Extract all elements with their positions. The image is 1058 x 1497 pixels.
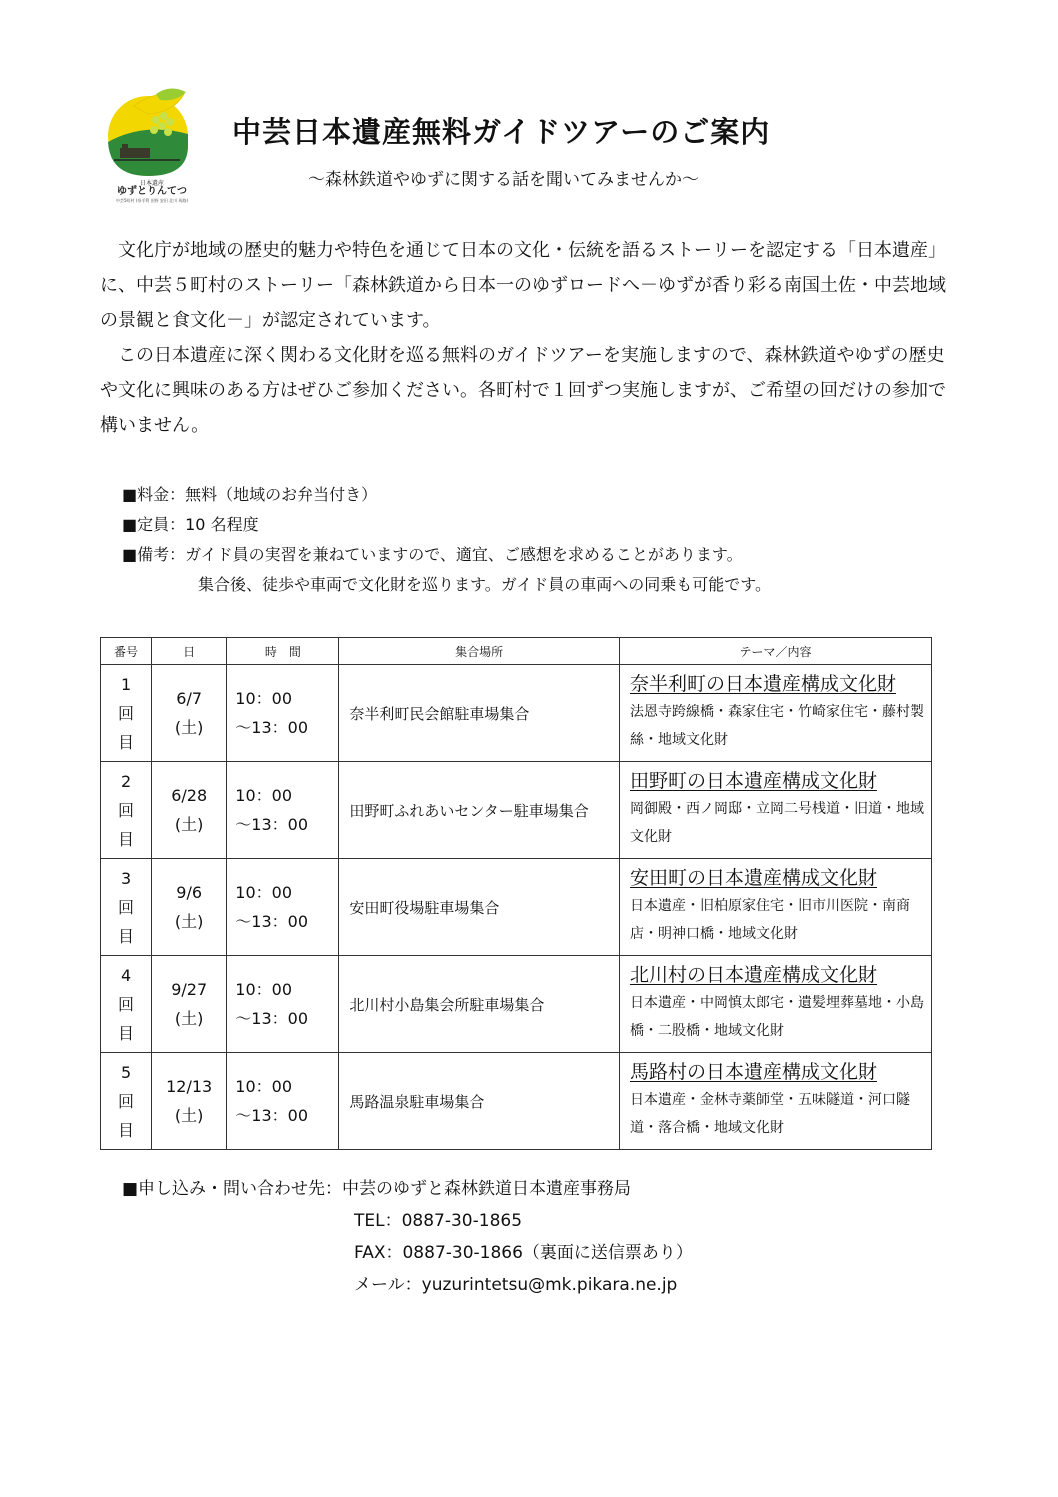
row-theme (620, 762, 932, 859)
row-number-me: 目 (118, 1120, 135, 1140)
row-date-dow: (土) (174, 718, 204, 737)
row-theme-title: 馬路村の日本遺産構成文化財 (630, 1061, 878, 1084)
row-place: 馬路温泉駐車場集合 (339, 1053, 620, 1150)
row-number (101, 762, 152, 859)
table-row (101, 859, 932, 956)
row-time (227, 665, 339, 762)
row-number-kai: 回 (118, 703, 135, 723)
row-number-kai: 回 (118, 1091, 135, 1111)
row-time-end: ～13：00 (235, 815, 309, 834)
row-theme-title: 北川村の日本遺産構成文化財 (630, 964, 878, 987)
row-time (227, 956, 339, 1053)
row-number-me: 目 (118, 1023, 135, 1043)
row-number-me: 目 (118, 732, 135, 752)
intro-paragraph: 文化庁が地域の歴史的魅力や特色を通じて日本の文化・伝統を語るストーリーを認定する「日本遺産」に、中芸５町村のストーリー「森林鉄道から日本一のゆずロードへ－ゆずが香り彩る南国土佐・中芸地域の景観と食文化－」が認定されています。 (100, 240, 946, 331)
note-continuation: 集合後、徒歩や車両で文化財を巡ります。ガイド員の車両への同乗も可能です。 (198, 575, 771, 594)
row-place: 奈半利町民会館駐車場集合 (339, 665, 620, 762)
row-time-start: 10：00 (235, 786, 293, 805)
row-date (152, 1053, 227, 1150)
row-number-digit: 3 (120, 868, 132, 888)
table-row (101, 762, 932, 859)
row-date-value: 6/7 (176, 689, 203, 708)
row-time-start: 10：00 (235, 980, 293, 999)
table-row (101, 1053, 932, 1150)
header-date: 日 (152, 638, 227, 665)
header-number: 番号 (101, 638, 152, 665)
row-number-kai: 回 (118, 897, 135, 917)
row-number-digit: 2 (120, 771, 132, 791)
contact-tel: TEL：0887-30-1865 (354, 1211, 523, 1231)
row-theme (620, 1053, 932, 1150)
row-time (227, 859, 339, 956)
row-theme-title: 田野町の日本遺産構成文化財 (630, 770, 878, 793)
row-theme-title: 奈半利町の日本遺産構成文化財 (630, 673, 897, 696)
row-number-kai: 回 (118, 994, 135, 1014)
yuzu-logo-icon (104, 86, 200, 204)
row-theme-desc: 日本遺産・金林寺薬師堂・五味隧道・河口隧道・落合橋・地域文化財 (630, 1091, 910, 1136)
row-date-dow: (土) (174, 912, 204, 931)
logo-label-sub: 中芸5町村 (奈半利 田野 安田 北川 馬路) (115, 198, 189, 203)
contact-block (122, 1173, 882, 1301)
logo (104, 86, 200, 204)
intro-paragraph: この日本遺産に深く関わる文化財を巡る無料のガイドツアーを実施しますので、森林鉄道やゆずの歴史や文化に興味のある方はぜひご参加ください。各町村で１回ずつ実施しますが、ご希望の回だけの参加で構いません。 (100, 345, 946, 436)
info-list (122, 480, 922, 600)
row-date-value: 9/6 (176, 883, 203, 902)
page-title: 中芸日本遺産無料ガイドツアーのご案内 (232, 115, 771, 149)
row-time (227, 1053, 339, 1150)
header-place: 集合場所 (339, 638, 620, 665)
row-date-dow: (土) (174, 1106, 204, 1125)
header-theme: テーマ／内容 (620, 638, 932, 665)
row-number (101, 859, 152, 956)
row-number (101, 1053, 152, 1150)
intro-text (100, 233, 960, 443)
row-date-value: 9/27 (171, 980, 208, 999)
row-date-dow: (土) (174, 1009, 204, 1028)
row-number (101, 665, 152, 762)
row-time-end: ～13：00 (235, 718, 309, 737)
row-theme-title: 安田町の日本遺産構成文化財 (630, 867, 878, 890)
row-number-digit: 5 (120, 1062, 132, 1082)
row-theme (620, 859, 932, 956)
row-time-start: 10：00 (235, 1077, 293, 1096)
row-date-value: 12/13 (166, 1077, 213, 1096)
row-time-end: ～13：00 (235, 912, 309, 931)
row-number-digit: 4 (120, 965, 132, 985)
row-place: 田野町ふれあいセンター駐車場集合 (339, 762, 620, 859)
row-date (152, 859, 227, 956)
row-number-me: 目 (118, 829, 135, 849)
row-number-me: 目 (118, 926, 135, 946)
row-date (152, 665, 227, 762)
fee-line: ■料金：無料（地域のお弁当付き） (122, 485, 378, 504)
row-date-dow: (土) (174, 815, 204, 834)
row-theme-desc: 日本遺産・旧柏原家住宅・旧市川医院・南商店・明神口橋・地域文化財 (630, 897, 910, 942)
contact-fax: FAX：0887-30-1866（裏面に送信票あり） (354, 1243, 693, 1263)
page-subtitle: ～森林鉄道やゆずに関する話を聞いてみませんか～ (308, 170, 699, 190)
row-number-digit: 1 (120, 674, 132, 694)
contact-email[interactable]: メール：yuzurintetsu@mk.pikara.ne.jp (354, 1275, 678, 1295)
logo-label-main: ゆずとりんてつ (117, 186, 187, 197)
row-theme-desc: 岡御殿・西ノ岡邸・立岡二号桟道・旧道・地域文化財 (630, 800, 924, 845)
row-number-kai: 回 (118, 800, 135, 820)
contact-heading: ■申し込み・問い合わせ先：中芸のゆずと森林鉄道日本遺産事務局 (122, 1179, 632, 1199)
row-theme (620, 956, 932, 1053)
schedule-table (100, 637, 932, 1150)
row-date-value: 6/28 (171, 786, 208, 805)
row-date (152, 762, 227, 859)
row-theme (620, 665, 932, 762)
row-time-start: 10：00 (235, 689, 293, 708)
table-header-row (101, 638, 932, 665)
row-theme-desc: 法恩寺跨線橋・森家住宅・竹崎家住宅・藤村製絲・地域文化財 (630, 703, 924, 748)
logo-label-top: 日本遺産 (139, 180, 165, 187)
row-theme-desc: 日本遺産・中岡慎太郎宅・遺髪埋葬墓地・小島橋・二股橋・地域文化財 (630, 994, 924, 1039)
note-line: ■備考：ガイド員の実習を兼ねていますので、適宜、ご感想を求めることがあります。 (122, 545, 743, 564)
row-date (152, 956, 227, 1053)
row-time-end: ～13：00 (235, 1106, 309, 1125)
row-time (227, 762, 339, 859)
capacity-line: ■定員：10 名程度 (122, 515, 259, 534)
row-time-end: ～13：00 (235, 1009, 309, 1028)
table-row (101, 956, 932, 1053)
header-time: 時 間 (227, 638, 339, 665)
row-time-start: 10：00 (235, 883, 293, 902)
row-number (101, 956, 152, 1053)
row-place: 北川村小島集会所駐車場集合 (339, 956, 620, 1053)
table-row (101, 665, 932, 762)
row-place: 安田町役場駐車場集合 (339, 859, 620, 956)
